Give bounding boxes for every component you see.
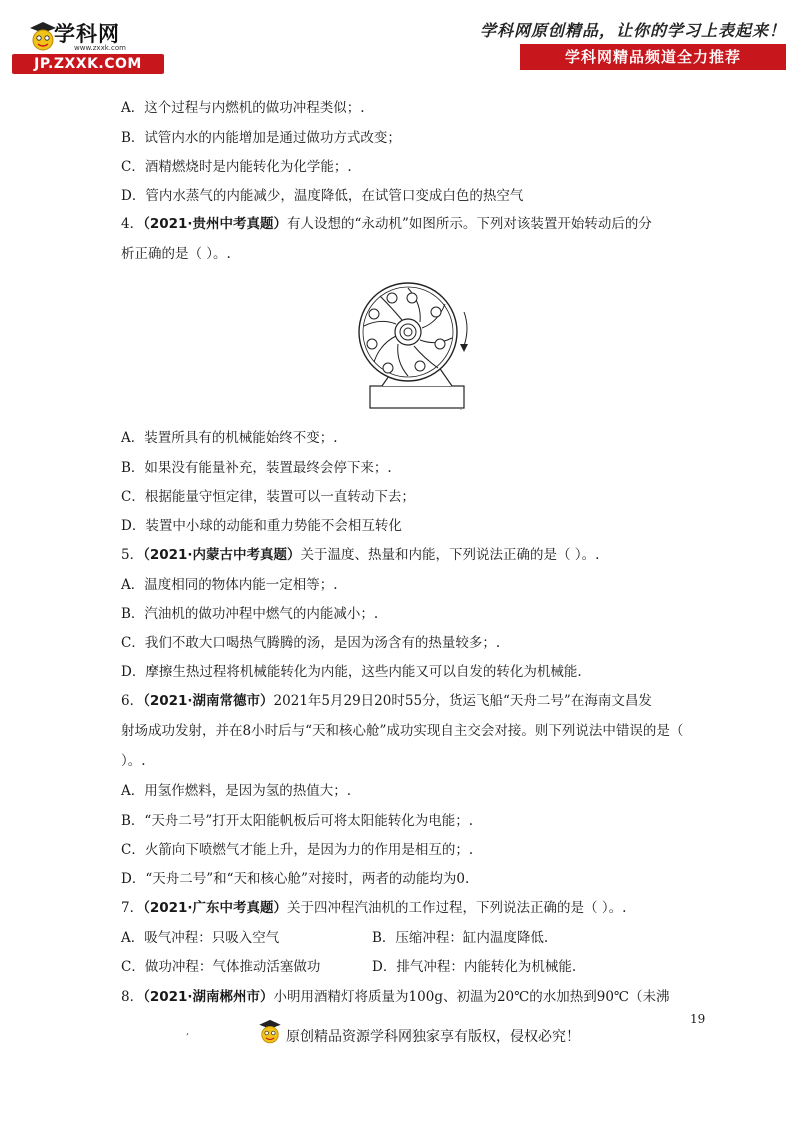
q7-stem bbox=[121, 899, 626, 917]
q4-stem-text: 有人设想的“永动机”如图所示。下列对该装置开始转动后的分 bbox=[287, 216, 652, 232]
q7-source: （2021·广东中考真题） bbox=[143, 900, 288, 916]
q5-source: （2021·内蒙古中考真题） bbox=[143, 547, 301, 563]
q7-option-a: A．吸气冲程：只吸入空气 bbox=[121, 930, 280, 946]
q6-stem-cont: 射场成功发射，并在8小时后与“天和核心舱”成功实现自主交会对接。则下列说法中错误的是（ bbox=[121, 723, 684, 739]
zxxk-logo bbox=[12, 14, 172, 74]
q5-option-c: C．我们不敢大口喝热气腾腾的汤，是因为汤含有的热量较多；. bbox=[121, 635, 501, 651]
q5-option-d: D．摩擦生热过程将机械能转化为内能，这些内能又可以自发的转化为机械能. bbox=[121, 664, 582, 680]
q6-option-a: A．用氢作燃料，是因为氢的热值大；. bbox=[121, 783, 352, 799]
q6-option-c: C．火箭向下喷燃气才能上升，是因为力的作用是相互的；. bbox=[121, 842, 474, 858]
q6-number: 6． bbox=[121, 693, 144, 709]
q7-stem-text: 关于四冲程汽油机的工作过程，下列说法正确的是（ ）。. bbox=[287, 900, 627, 916]
q3-option-b: B．试管内水的内能增加是通过做功方式改变； bbox=[121, 130, 401, 146]
q4-number: 4． bbox=[121, 216, 144, 232]
q6-source: （2021·湖南常德市） bbox=[143, 693, 274, 709]
q6-stem bbox=[121, 692, 652, 710]
q6-stem-cont2: ）。. bbox=[121, 753, 146, 769]
q8-source: （2021·湖南郴州市） bbox=[143, 989, 274, 1005]
q5-stem-text: 关于温度、热量和内能，下列说法正确的是（ ）。. bbox=[300, 547, 600, 563]
q7-option-d: D．排气冲程：内能转化为机械能. bbox=[372, 959, 577, 975]
copyright-notice: 原创精品资源学科网独家享有版权，侵权必究！ bbox=[286, 1029, 580, 1045]
q7-number: 7． bbox=[121, 900, 144, 916]
q4-option-d: D．装置中小球的动能和重力势能不会相互转化 bbox=[121, 518, 402, 534]
header-banner bbox=[520, 44, 786, 70]
page-number: 19 bbox=[690, 1012, 706, 1026]
q7-option-b: B．压缩冲程：缸内温度降低. bbox=[372, 930, 549, 946]
q3-option-d: D．管内水蒸气的内能减少，温度降低，在试管口变成白色的热空气 bbox=[121, 188, 524, 204]
q6-option-d: D．“天舟二号”和“天和核心舱”对接时，两者的动能均为0. bbox=[121, 871, 470, 887]
q4-option-b: B．如果没有能量补充，装置最终会停下来；. bbox=[121, 460, 392, 476]
q7-option-c: C．做功冲程：气体推动活塞做功 bbox=[121, 959, 321, 975]
q6-option-b: B．“天舟二号”打开太阳能帆板后可将太阳能转化为电能；. bbox=[121, 813, 474, 829]
q6-stem-text: 2021年5月29日20时55分，货运飞船“天舟二号”在海南文昌发 bbox=[273, 693, 652, 709]
logo-url: JP.ZXXK.COM bbox=[34, 56, 142, 72]
header-slogan: 学科网原创精品，让你的学习上表起来！ bbox=[479, 21, 786, 40]
q4-stem-cont: 析正确的是（ ）。. bbox=[121, 246, 231, 262]
q4-option-c: C．根据能量守恒定律，装置可以一直转动下去； bbox=[121, 489, 415, 505]
q5-option-a: A．温度相同的物体内能一定相等；. bbox=[121, 577, 338, 593]
page-header bbox=[0, 0, 800, 82]
header-banner-text: 学科网精品频道全力推荐 bbox=[564, 48, 741, 66]
q4-source: （2021·贵州中考真题） bbox=[143, 216, 288, 232]
svg-text:.: . bbox=[460, 405, 462, 412]
footer-tick-mark: , bbox=[186, 1026, 190, 1037]
q5-number: 5． bbox=[121, 547, 144, 563]
perpetual-motion-figure bbox=[352, 282, 482, 414]
q8-stem bbox=[121, 988, 670, 1006]
q5-option-b: B．汽油机的做功冲程中燃气的内能减小；. bbox=[121, 606, 379, 622]
q8-stem-text: 小明用酒精灯将质量为100g、初温为20℃的水加热到90℃（未沸 bbox=[273, 989, 670, 1005]
q3-option-c: C．酒精燃烧时是内能转化为化学能；. bbox=[121, 159, 352, 175]
q3-option-a: A．这个过程与内燃机的做功冲程类似；. bbox=[121, 100, 365, 116]
q4-option-a: A．装置所具有的机械能始终不变；. bbox=[121, 430, 338, 446]
q8-number: 8． bbox=[121, 989, 144, 1005]
logo-title: 学科网 bbox=[54, 22, 120, 46]
logo-small-url: www.zxxk.com bbox=[74, 44, 126, 52]
q5-stem bbox=[121, 546, 599, 564]
q4-stem bbox=[121, 215, 652, 233]
mascot-icon bbox=[256, 1018, 284, 1048]
